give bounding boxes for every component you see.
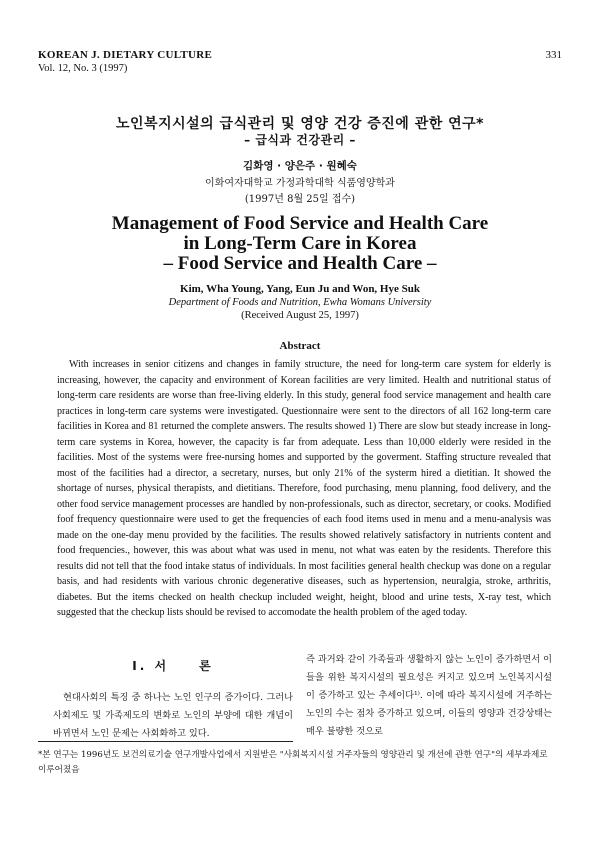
introduction-paragraph-left: 현대사회의 특징 중 하나는 노인 인구의 증가이다. 그러나 사회제도 및 가족제도의 변화로 노인의 부양에 대한 개념이 바뀌면서 노인 문제는 사회화하고 있다. (53, 692, 293, 739)
english-title-line-3: – Food Service and Health Care – (163, 253, 437, 274)
english-department: Department of Foods and Nutrition, Ewha Womans University (168, 297, 432, 308)
english-title-line-2: in Long-Term Care in Korea (183, 233, 417, 254)
right-column (306, 651, 552, 741)
korean-authors: 김화영 · 양은주 · 원혜숙 (243, 160, 357, 172)
english-received-date: (Received August 25, 1997) (241, 310, 359, 321)
introduction-paragraph-right: 즉 과거와 같이 가족들과 생활하지 않는 노인이 증가하면서 이들을 위한 복지시설의 필요성은 커지고 있으며 노인복지시설이 증가하고 있는 추세이다¹⁾. 이에 따라 복지시설에 거주하는 노인의 수는 점차 증가하고 있으며, 이들의 영양과 건강상태는 매우 불량한 것으로 (306, 654, 552, 737)
english-title (0, 214, 600, 274)
korean-title: 노인복지시설의 급식관리 및 영양 건강 증진에 관한 연구* (116, 116, 484, 132)
korean-subtitle: – 급식과 건강관리 – (244, 133, 356, 147)
journal-name: KOREAN J. DIETARY CULTURE (38, 49, 213, 61)
english-authors: Kim, Wha Young, Yang, Eun Ju and Won, Hye Suk (180, 283, 420, 295)
page-number: 331 (545, 49, 562, 61)
abstract-body: With increases in senior citizens and changes in family structure, the need for long-term care system for elderly is increasing, however, the capacity and environment of Korean facilities are very limited. Health and nutritional status of long-term care residents are worse than free-living elderly. In this study, general food service management and health care practices in long-term care systems were investigated. Questionnaire were sent to the directors of all 162 long-term care facilities in Korea and 81 returned the complete answers. The results showed 1) There are slow but steady increase in long-term care systems in Korea, however, the capacity is far from adequate. Less than 10,000 elderly were resided in the facilities. Most of the systems were free-nursing homes and supported by the goverment. Staffing structure revealed that most of the facilities had a director, a secretary, nurses, but only 21% of the systerm hired a dietitian. It showed the shortage of nurses, physical therapists, and dietitians. Therefore, food purchasing, menu planning, food delivery, and the other food service management processes are handled by non-professionals, such as director, secretary, or cooks. Modified foof frequency questionnaire were used to get the frequencies of each food items used in menu and a menu-analysis was made on the one-day menu provided by the facilities. The results showed relatively satisfactory in nutrients content and food frequencies., however, this was about what was used in menu, not what was eaten by the residents. Therefore this results did not tell that the food intake status of individuals. In most facilities general health checkup was done on a regular basis, and had residents with various chronic degenerative diseases, such as hypertension, neuralgia, stroke, arthritis, diabetes. But the items checked on health checkup included weight, height, blood and urine tests, X-ray test, which suggested that the checkup lists should be revised to accomodate the health problem of the aged today. (57, 359, 551, 618)
korean-received-date: (1997년 8월 25일 접수) (244, 194, 356, 205)
left-column (53, 651, 293, 743)
footnote: *본 연구는 1996년도 보건의료기술 연구개발사업에서 지원받은 "사회복지시설 거주자들의 영양관리 및 개선에 관한 연구"의 세부과제로 이루어졌음 (38, 750, 548, 775)
korean-affiliation: 이화여자대학교 가정과학대학 식품영양학과 (205, 178, 395, 189)
journal-volume-issue: Vol. 12, No. 3 (1997) (38, 63, 128, 74)
english-title-line-1: Management of Food Service and Health Care (111, 213, 489, 234)
footnote-divider (38, 741, 293, 742)
abstract-heading: Abstract (279, 340, 321, 352)
section-heading-introduction: I. 서 론 (132, 659, 214, 673)
